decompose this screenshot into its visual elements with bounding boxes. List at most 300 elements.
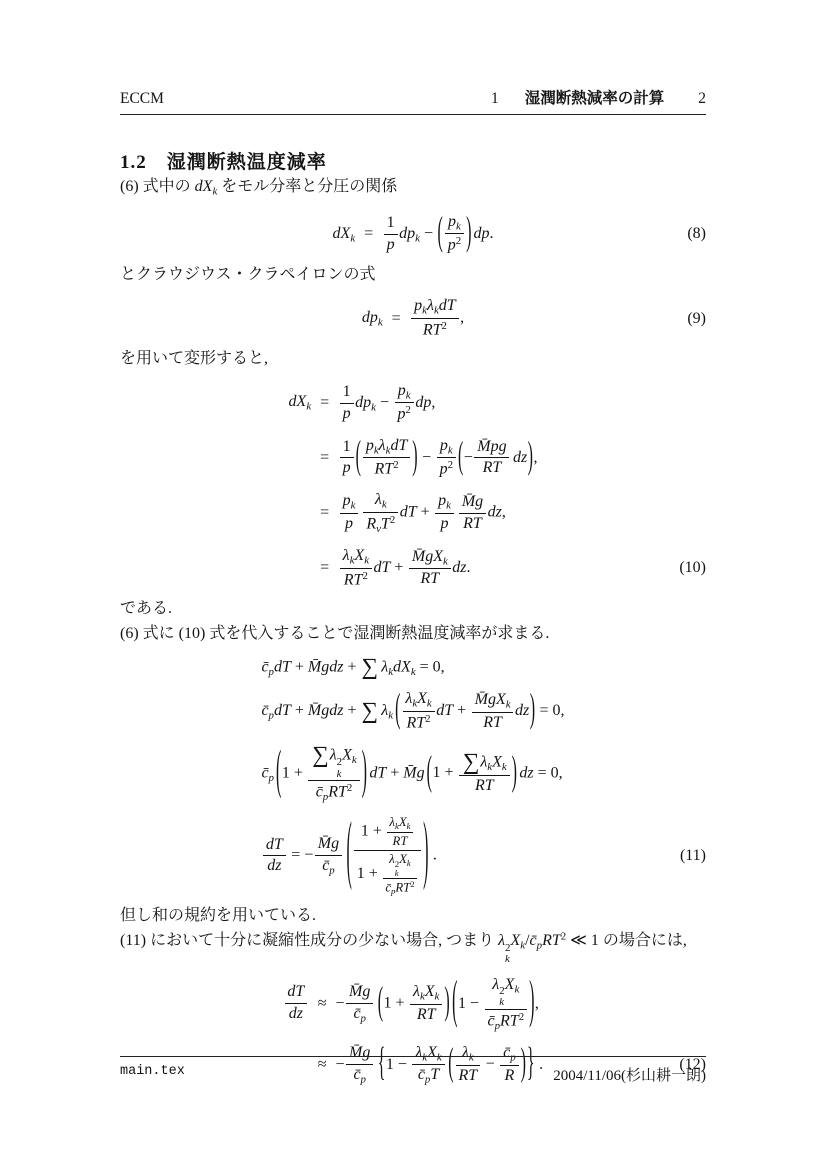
text-run: (6) 式に (10) 式を代入することで湿潤断熱温度減率が求まる. <box>120 625 550 643</box>
math-superscript: 2 <box>362 569 368 582</box>
equation-relation: = <box>320 448 330 466</box>
math-fraction <box>382 213 399 256</box>
math-variable: c̄ <box>529 932 537 950</box>
equation-line <box>289 541 538 596</box>
math-subscript: k <box>336 767 342 780</box>
equation-lhs <box>362 291 383 346</box>
running-header <box>120 86 706 115</box>
math-variable: dT <box>438 297 456 315</box>
math-variable: p <box>438 492 447 510</box>
close-delimiter-icon: } <box>526 1041 535 1085</box>
equation-tag: (11) <box>679 846 706 864</box>
math-group-content <box>464 437 527 480</box>
math-operator: / <box>525 932 530 950</box>
equation-line <box>261 651 564 684</box>
equation-lhs <box>289 431 312 486</box>
math-variable: RT <box>542 932 561 950</box>
math-subscript: p <box>536 939 543 952</box>
math-variable: λ <box>405 690 413 708</box>
equation-lhs <box>289 376 312 431</box>
math-operator: − <box>375 393 393 411</box>
equation-9 <box>120 291 706 346</box>
math-subscript: p <box>360 1073 366 1086</box>
math-subscript: k <box>377 316 383 329</box>
math-subscript: p <box>268 666 274 679</box>
math-subscript: k <box>505 953 510 966</box>
math-denominator <box>435 513 454 535</box>
math-subscript: p <box>391 886 396 897</box>
equation-line <box>289 431 538 486</box>
math-subscript: v <box>376 522 381 535</box>
open-delimiter-icon: { <box>377 1041 386 1085</box>
math-fraction <box>382 851 418 898</box>
equation-line <box>261 684 564 739</box>
paragraph <box>120 596 706 622</box>
math-variable: M̄pg <box>477 437 507 455</box>
equation-line <box>261 739 564 809</box>
math-group-content <box>458 975 529 1033</box>
running-footer <box>120 1056 706 1085</box>
math-fraction <box>307 744 361 804</box>
math-variable: RT <box>483 713 502 731</box>
math-subscript: k <box>351 754 357 767</box>
math-subscript: k <box>212 185 218 198</box>
math-numerator <box>340 437 354 458</box>
math-variable: p <box>365 436 374 454</box>
equation-rhs <box>382 207 493 262</box>
math-fraction <box>338 382 355 425</box>
section-heading-title: 湿潤断熱温度減率 <box>166 152 327 173</box>
math-variable: λ <box>329 746 337 764</box>
math-variable: dz <box>267 857 282 875</box>
math-variable: c̄ <box>261 658 269 676</box>
math-variable: λ <box>498 932 506 950</box>
math-variable: X <box>417 690 427 708</box>
math-operator: + <box>453 702 471 720</box>
math-denominator <box>410 1004 442 1026</box>
paragraph <box>120 346 706 372</box>
math-numerator <box>410 982 442 1004</box>
math-denominator <box>403 711 435 734</box>
math-variable: RT <box>422 321 442 339</box>
math-variable: dX <box>194 178 213 195</box>
math-variable: λ <box>389 851 395 866</box>
math-operator: , <box>460 309 465 327</box>
math-denominator <box>308 780 359 804</box>
math-operator: + <box>290 658 308 676</box>
equation-expression <box>261 651 564 684</box>
equation-line <box>289 485 538 541</box>
math-variable: M̄g <box>461 492 484 510</box>
math-variable: dX <box>288 393 307 411</box>
math-subscript: k <box>436 1051 442 1064</box>
math-variable: M̄gdz <box>307 702 344 720</box>
math-denominator <box>340 568 372 591</box>
math-subscript: k <box>349 554 355 567</box>
math-denominator <box>445 233 464 256</box>
math-operator: + <box>416 503 434 521</box>
footer-date: 2004/11/06(杉山耕一朗) <box>553 1068 706 1084</box>
math-numerator <box>384 213 398 234</box>
summation-icon: ∑ <box>312 742 329 769</box>
math-denominator <box>459 775 510 797</box>
math-paren-group <box>395 689 536 734</box>
math-denominator <box>472 712 514 734</box>
math-denominator <box>340 513 359 535</box>
math-variable: dp <box>399 224 416 242</box>
math-denominator <box>485 1009 527 1033</box>
math-operator: , <box>533 448 538 466</box>
paragraph <box>120 903 706 929</box>
math-operator: 1 + <box>360 822 386 840</box>
math-superscript: 2 <box>410 879 415 890</box>
math-variable: M̄gdz <box>307 658 344 676</box>
text-run: を用いて変形すると, <box>120 350 269 368</box>
math-denominator <box>363 457 410 480</box>
close-delimiter-icon: ) <box>529 688 536 732</box>
text-run: (11) において十分に凝縮性成分の少ない場合, つまり <box>120 932 499 950</box>
paragraph <box>120 262 706 288</box>
open-delimiter-icon: ( <box>437 210 443 255</box>
math-numerator <box>285 982 308 1003</box>
math-operator: , <box>431 393 436 411</box>
math-subscript: k <box>499 996 505 1009</box>
summation-icon: ∑ <box>361 697 378 724</box>
math-variable: c̄ <box>417 1066 425 1084</box>
math-fraction <box>338 491 360 534</box>
math-subscript: k <box>350 499 356 512</box>
math-paren-group <box>377 982 450 1025</box>
math-operator: 1 + <box>356 864 382 882</box>
math-numerator <box>363 436 410 458</box>
math-subscript: k <box>388 709 394 722</box>
math-variable: dT <box>390 436 408 454</box>
math-subscript: k <box>394 820 399 831</box>
math-variable: RT <box>392 834 408 849</box>
math-subscript: k <box>426 697 432 710</box>
math-fraction <box>483 975 529 1033</box>
math-subscript: p <box>494 1019 501 1032</box>
math-variable: p <box>397 381 406 399</box>
math-denominator <box>384 234 398 256</box>
math-superscript: 2 <box>336 756 343 769</box>
math-paren-group <box>452 975 535 1033</box>
open-delimiter-icon: ( <box>426 750 432 794</box>
math-numerator <box>459 492 486 513</box>
math-variable: X <box>424 983 435 1001</box>
math-variable: p <box>439 460 448 478</box>
summation-icon: ∑ <box>462 749 480 776</box>
equation-line <box>289 376 538 431</box>
math-variable: X <box>354 546 365 564</box>
math-variable: R <box>504 1066 515 1084</box>
math-variable: λ <box>381 702 389 720</box>
math-paren-group <box>355 436 418 481</box>
math-subscript: k <box>520 939 526 952</box>
math-operator: 1 − <box>457 994 483 1012</box>
math-numerator <box>435 491 454 513</box>
math-denominator <box>409 568 451 590</box>
math-subscript: k <box>412 697 418 710</box>
math-variable: dX <box>393 658 411 676</box>
math-operator: . <box>428 846 437 864</box>
math-fraction <box>457 492 487 535</box>
math-variable: dX <box>332 224 351 242</box>
math-variable: M̄g <box>317 835 340 853</box>
header-page-number: 2 <box>698 90 706 107</box>
math-subscript: k <box>406 857 411 868</box>
math-superscript: 2 <box>393 459 399 472</box>
math-subscript: k <box>514 983 520 996</box>
math-variable: M̄gX <box>411 547 443 565</box>
math-denominator <box>285 1003 308 1025</box>
math-numerator <box>437 436 456 458</box>
math-subscript: k <box>419 990 425 1003</box>
math-superscript: 2 <box>389 513 396 526</box>
math-subscript: p <box>510 1051 516 1064</box>
math-fraction <box>434 491 456 534</box>
inline-math <box>194 178 218 198</box>
math-operator: 1 + <box>432 764 458 782</box>
equation-tag: (8) <box>687 225 706 243</box>
math-variable: X <box>398 815 407 829</box>
math-operator: = 0, <box>415 658 445 676</box>
close-delimiter-icon: ) <box>466 210 472 255</box>
math-numerator <box>459 751 510 774</box>
math-denominator <box>315 855 342 878</box>
math-fraction <box>435 436 457 481</box>
math-superscript: 2 <box>455 235 462 248</box>
open-delimiter-icon: ( <box>346 812 352 893</box>
equation-expression <box>261 684 564 739</box>
equation-rhs <box>336 970 544 1038</box>
equation-11 <box>120 651 706 903</box>
math-numerator <box>485 975 527 1009</box>
math-variable: X <box>510 932 521 950</box>
math-variable: p <box>342 492 351 510</box>
math-variable: dT <box>436 702 454 720</box>
math-paren-group <box>276 744 368 804</box>
math-fraction <box>473 437 511 480</box>
math-variable: c̄ <box>385 880 391 895</box>
text-run: の場合には, <box>598 932 687 950</box>
math-operator: 1 <box>386 213 395 231</box>
math-superscript: 2 <box>560 930 567 943</box>
math-variable: c̄ <box>487 1012 495 1030</box>
footer-filename: main.tex <box>120 1064 185 1079</box>
equation-tag: (10) <box>679 559 706 577</box>
math-operator: − <box>419 224 437 242</box>
equation-lhs <box>333 207 356 262</box>
math-group-content <box>352 814 422 898</box>
math-operator: 1 + <box>281 764 307 782</box>
math-subscript: k <box>501 761 507 774</box>
math-variable: λ <box>492 975 500 993</box>
close-delimiter-icon: ) <box>444 981 450 1023</box>
math-numerator <box>340 382 354 403</box>
math-fraction <box>313 834 343 877</box>
math-variable: X <box>427 1043 437 1061</box>
equation-lhs <box>289 485 312 541</box>
equation-10 <box>120 376 706 596</box>
math-variable: dp <box>415 393 432 411</box>
text-run: 但し和の規約を用いている. <box>120 906 317 924</box>
math-subscript: p <box>329 864 335 877</box>
math-denominator <box>459 513 486 535</box>
math-variable: λ <box>427 297 434 315</box>
math-operator: 1 − <box>385 1055 411 1073</box>
equation-relation: = <box>320 394 330 412</box>
math-subscript: p <box>268 709 274 722</box>
math-paren-group <box>346 814 429 898</box>
equation-rhs <box>410 291 464 346</box>
page-content <box>120 0 706 1092</box>
math-variable: dT <box>399 503 417 521</box>
open-delimiter-icon: ( <box>276 742 282 801</box>
math-superscript: 2 <box>441 319 447 332</box>
summation-icon: ∑ <box>361 654 378 680</box>
close-delimiter-icon: ) <box>361 742 367 801</box>
open-delimiter-icon: ( <box>377 981 384 1023</box>
math-subscript: k <box>405 389 411 402</box>
math-denominator <box>383 878 417 897</box>
equation-rhs <box>338 376 537 431</box>
math-denominator <box>354 850 421 898</box>
math-operator: + <box>343 702 361 720</box>
math-numerator <box>387 814 413 832</box>
equation-line <box>333 207 494 262</box>
math-variable: λ <box>381 658 389 676</box>
math-variable: p <box>439 436 448 454</box>
text-run: (6) 式中の <box>120 178 195 195</box>
math-superscript: 2 <box>447 459 454 472</box>
math-variable: RT <box>463 514 482 532</box>
math-numerator <box>354 814 421 850</box>
math-variable: c̄ <box>353 1004 361 1022</box>
math-denominator <box>346 1003 373 1026</box>
math-fraction <box>261 835 287 878</box>
equation-line <box>362 291 464 346</box>
math-denominator <box>411 318 458 341</box>
equation-relation: = <box>320 504 330 522</box>
math-subscript: k <box>388 666 394 679</box>
math-variable: c̄ <box>315 783 323 801</box>
math-denominator <box>474 457 509 479</box>
math-operator: + <box>390 559 408 577</box>
math-fraction <box>338 546 373 591</box>
math-superscript: 2 <box>405 404 411 417</box>
equation-rhs <box>338 431 537 486</box>
math-variable: T <box>430 1066 440 1084</box>
close-delimiter-icon: ) <box>529 973 535 1030</box>
math-subscript: p <box>360 1012 366 1025</box>
equation-tag: (12) <box>679 1055 706 1073</box>
math-operator: , <box>534 994 539 1012</box>
math-numerator <box>346 982 373 1003</box>
inline-math <box>498 930 599 966</box>
math-operator: − <box>335 994 345 1012</box>
math-numerator <box>395 381 414 403</box>
math-subscript: k <box>394 868 399 879</box>
text-run: である. <box>120 599 173 617</box>
math-subscript: k <box>415 232 420 245</box>
header-section-title: 湿潤断熱減率の計算 <box>524 90 665 107</box>
math-fraction <box>443 212 465 257</box>
math-variable: X <box>399 851 407 866</box>
equation-expression <box>261 809 564 903</box>
math-fraction <box>409 982 444 1025</box>
math-superscript: 2 <box>394 859 400 870</box>
math-variable: c̄ <box>353 1066 361 1084</box>
math-variable: RT <box>395 880 411 895</box>
math-subscript: k <box>406 820 411 831</box>
math-variable: λ <box>413 983 420 1001</box>
math-denominator <box>340 403 354 425</box>
math-subscript: k <box>468 1051 474 1064</box>
text-run: をモル分率と分圧の関係 <box>217 178 398 195</box>
section-heading-number: 1.2 <box>120 152 147 173</box>
math-variable: dp <box>473 224 490 242</box>
open-delimiter-icon: ( <box>457 435 464 477</box>
math-numerator <box>409 547 451 569</box>
paragraph <box>120 928 706 965</box>
math-variable: M̄g <box>403 764 425 782</box>
math-numerator <box>315 834 342 855</box>
math-subscript: k <box>306 400 312 413</box>
math-numerator <box>340 546 372 568</box>
math-operator: 1 <box>342 437 351 455</box>
math-superscript: 2 <box>425 712 431 725</box>
math-operator: = − <box>287 846 314 864</box>
math-operator: + <box>386 764 404 782</box>
open-delimiter-icon: ( <box>355 434 361 478</box>
math-variable: dT <box>273 658 291 676</box>
math-variable: RT <box>374 460 394 478</box>
math-variable: dz <box>515 702 530 720</box>
math-paren-group <box>437 212 472 257</box>
math-variable: RT <box>416 1005 436 1023</box>
equation-lhs <box>283 970 309 1038</box>
math-numerator <box>445 212 464 234</box>
math-fraction <box>410 296 460 341</box>
math-variable: λ <box>461 1044 469 1062</box>
math-fraction <box>345 982 375 1025</box>
math-variable: c̄ <box>261 764 269 782</box>
math-subscript: k <box>422 304 427 317</box>
math-fraction <box>362 490 400 536</box>
math-variable: M̄g <box>349 1044 371 1062</box>
math-variable: X <box>492 754 502 772</box>
math-paren-group <box>457 437 533 480</box>
math-numerator <box>474 437 509 458</box>
equation-lhs <box>289 541 312 596</box>
text-run: とクラウジウス・クラペイロンの式 <box>120 265 376 283</box>
math-subscript: k <box>422 1051 428 1064</box>
math-fraction <box>338 437 355 480</box>
math-variable: RT <box>328 783 347 801</box>
math-group-content <box>361 436 411 481</box>
equation-lines <box>362 291 464 346</box>
equation-relation: = <box>364 225 374 243</box>
math-variable: p <box>414 297 423 315</box>
math-operator: − <box>418 448 436 466</box>
math-denominator <box>263 855 286 877</box>
open-delimiter-icon: ( <box>452 973 458 1030</box>
equation-relation: ≈ <box>317 994 327 1012</box>
math-variable: c̄ <box>261 702 269 720</box>
math-subscript: k <box>433 304 439 317</box>
equation-relation: = <box>391 309 401 327</box>
